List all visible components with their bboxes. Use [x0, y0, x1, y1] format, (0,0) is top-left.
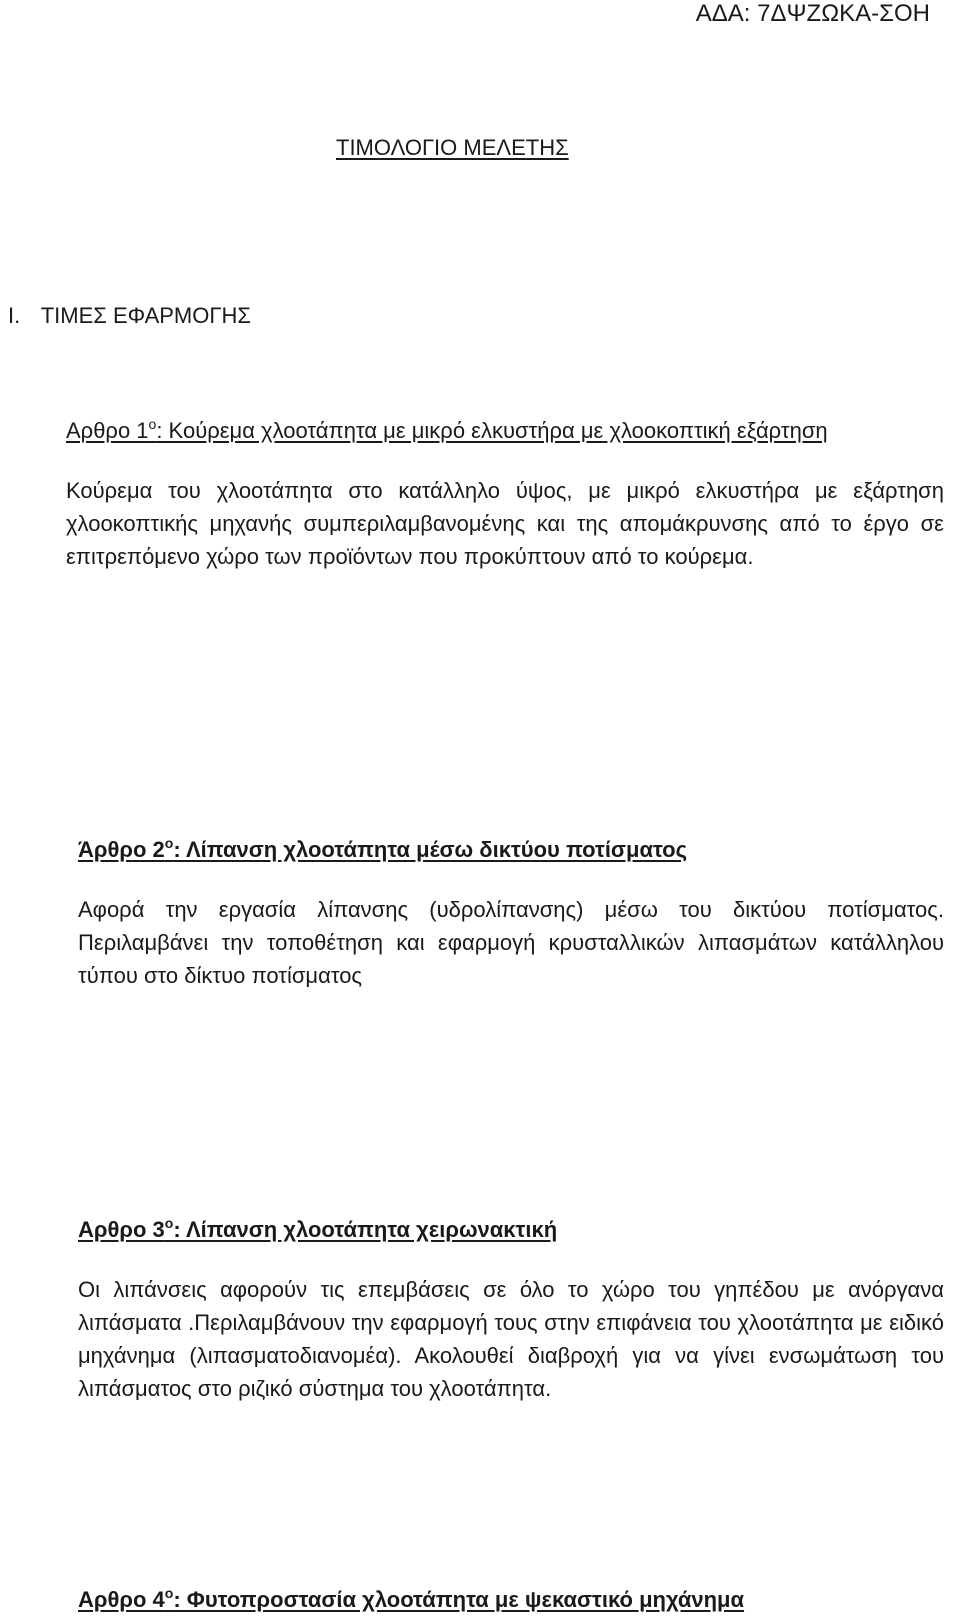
document-title: ΤΙΜΟΛΟΓΙΟ ΜΕΛΕΤΗΣ: [336, 135, 569, 160]
article-3-body: Οι λιπάνσεις αφορούν τις επεμβάσεις σε όλο το χώρο του γηπέδου με ανόργανα λιπάσματα .Περιλαμβάνουν την εφαρμογή τους στην επιφάνεια του χλοοτάπητα με ειδικό μηχάνημα (λιπασματοδιανομέα). Ακολουθεί διαβροχή για να γίνει ενσωμάτωση του λιπάσματος στο ριζικό σύστημα του χλοοτάπητα.: [78, 1277, 944, 1401]
article-3-title: : Λίπανση χλοοτάπητα χειρωνακτική: [173, 1217, 558, 1242]
article-1-body: Κούρεμα του χλοοτάπητα στο κατάλληλο ύψος, με μικρό ελκυστήρα με εξάρτηση χλοοκοπτικής μηχανής συμπεριλαμβανομένης και της απομάκρυνσης από το έργο σε επιτρεπόμενο χώρο των προϊόντων που προκύπτουν από το κούρεμα.: [66, 478, 944, 569]
article-1-title: : Κούρεμα χλοοτάπητα με μικρό ελκυστήρα με χλοοκοπτική εξάρτηση: [156, 418, 828, 443]
article-2-body: Αφορά την εργασία λίπανσης (υδρολίπανσης) μέσω του δικτύου ποτίσματος. Περιλαμβάνει την τοποθέτηση και εφαρμογή κρυσταλλικών λιπασμάτων κατάλληλου τύπου στο δίκτυο ποτίσματος: [78, 897, 944, 988]
article-1: [66, 414, 944, 573]
article-1-heading: [66, 414, 944, 448]
article-1-ordinal: ο: [148, 416, 157, 432]
article-2-ordinal: ο: [164, 835, 174, 851]
article-4-ordinal: ο: [164, 1585, 174, 1601]
article-3-ordinal: ο: [164, 1215, 174, 1231]
section-heading: [8, 302, 251, 330]
article-2-title: : Λίπανση χλοοτάπητα μέσω δικτύου ποτίσματος: [173, 837, 688, 862]
article-3-heading: [78, 1213, 944, 1247]
section-numeral: Ι.: [8, 303, 21, 328]
article-1-label: Αρθρο 1: [66, 418, 149, 443]
section-title: ΤΙΜΕΣ ΕΦΑΡΜΟΓΗΣ: [40, 303, 251, 328]
article-4-heading: [78, 1583, 944, 1617]
article-3-label: Αρθρο 3: [78, 1217, 165, 1242]
article-4-title: : Φυτοπροστασία χλοοτάπητα με ψεκαστικό μηχάνημα: [173, 1587, 745, 1612]
article-2: [78, 833, 944, 992]
article-2-label: Άρθρο 2: [78, 837, 165, 862]
ada-identifier: ΑΔΑ: 7ΔΨΖΩΚΑ-ΣΟΗ: [695, 0, 930, 27]
article-3: [78, 1213, 944, 1405]
article-4: [78, 1583, 944, 1617]
article-4-label: Αρθρο 4: [78, 1587, 165, 1612]
article-2-heading: [78, 833, 944, 867]
